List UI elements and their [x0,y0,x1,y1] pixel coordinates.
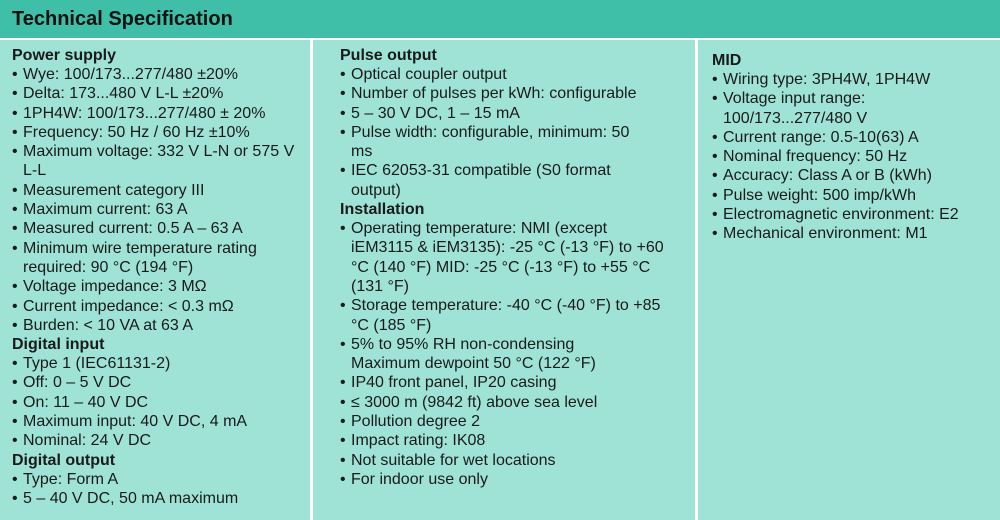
section-digital-output [12,452,310,509]
spec-item: • Pulse weight: 500 imp/kWh [712,186,1000,205]
column-power-io [0,40,310,520]
spec-item: • Minimum wire temperature rating required: 90 °C (194 °F) [12,239,310,278]
spec-item: • Maximum current: 63 A [12,200,310,219]
spec-item: • 1PH4W: 100/173...277/480 ± 20% [12,104,310,123]
spec-item: • IP40 front panel, IP20 casing [340,373,695,392]
section-power-supply [12,47,310,335]
spec-item: • Off: 0 – 5 V DC [12,373,310,392]
spec-item: • Burden: < 10 VA at 63 A [12,316,310,335]
section-installation [340,201,695,489]
spec-list [340,219,695,489]
section-heading: Pulse output [340,47,437,64]
spec-item: • Type: Form A [12,470,310,489]
spec-item: • Wiring type: 3PH4W, 1PH4W [712,70,1000,89]
spec-item: • Type 1 (IEC61131-2) [12,354,310,373]
spec-list [12,354,310,450]
spec-item: • Mechanical environment: M1 [712,224,1000,243]
section-heading: MID [712,52,742,69]
spec-item: • Number of pulses per kWh: configurable [340,84,695,103]
spec-item: • ≤ 3000 m (9842 ft) above sea level [340,393,695,412]
spec-item: • Maximum voltage: 332 V L-N or 575 V L-L [12,142,310,181]
spec-list [340,65,695,200]
section-digital-input [12,336,310,450]
spec-item: • Nominal frequency: 50 Hz [712,147,1000,166]
section-heading: Installation [340,201,425,219]
spec-item: • Voltage impedance: 3 MΩ [12,277,310,296]
spec-item: • Frequency: 50 Hz / 60 Hz ±10% [12,123,310,142]
section-heading: Power supply [12,47,117,64]
spec-item: • Impact rating: IK08 [340,431,695,450]
section-pulse-output [340,47,695,200]
spec-header [0,0,1000,38]
spec-item: • Operating temperature: NMI (except iEM3115 & iEM3135): -25 °C (-13 °F) to +60 °C (140 °F) MID: -25 °C (-13 °F) to +55 °C (131 °F) [340,219,669,296]
spec-list [712,70,1000,244]
column-mid [698,40,1000,520]
spec-item: • Current impedance: < 0.3 mΩ [12,297,310,316]
spec-item: • IEC 62053-31 compatible (S0 format output) [340,161,651,200]
spec-item: • 5 – 40 V DC, 50 mA maximum [12,489,310,508]
spec-item: • Delta: 173...480 V L-L ±20% [12,84,310,103]
section-heading: Digital output [12,451,116,469]
spec-item: • Maximum input: 40 V DC, 4 mA [12,412,310,431]
spec-item: • Wye: 100/173...277/480 ±20% [12,65,310,84]
spec-item: • Measurement category III [12,181,310,200]
spec-item: • On: 11 – 40 V DC [12,393,310,412]
page-title: Technical Specification [12,8,233,30]
spec-item: • Measured current: 0.5 A – 63 A [12,219,310,238]
spec-list [12,65,310,335]
section-mid [712,52,1000,244]
spec-item: • Nominal: 24 V DC [12,431,310,450]
column-pulse-installation [313,40,695,520]
spec-item: • Storage temperature: -40 °C (-40 °F) to +85 °C (185 °F) [340,296,681,335]
spec-item: • Pollution degree 2 [340,412,695,431]
spec-item: • Current range: 0.5-10(63) A [712,128,1000,147]
spec-item: • Voltage input range: 100/173...277/480 V [712,89,923,128]
spec-item: • Pulse width: configurable, minimum: 50 ms [340,123,651,162]
spec-item: • Optical coupler output [340,65,695,84]
spec-item: • For indoor use only [340,470,695,489]
spec-list [12,470,310,509]
section-heading: Digital input [12,336,105,354]
spec-item: • 5% to 95% RH non-condensing Maximum dewpoint 50 °C (122 °F) [340,335,641,374]
spec-item: • Electromagnetic environment: E2 [712,205,1000,224]
spec-item: • Accuracy: Class A or B (kWh) [712,166,1000,185]
spec-item: • Not suitable for wet locations [340,451,695,470]
spec-item: • 5 – 30 V DC, 1 – 15 mA [340,104,695,123]
